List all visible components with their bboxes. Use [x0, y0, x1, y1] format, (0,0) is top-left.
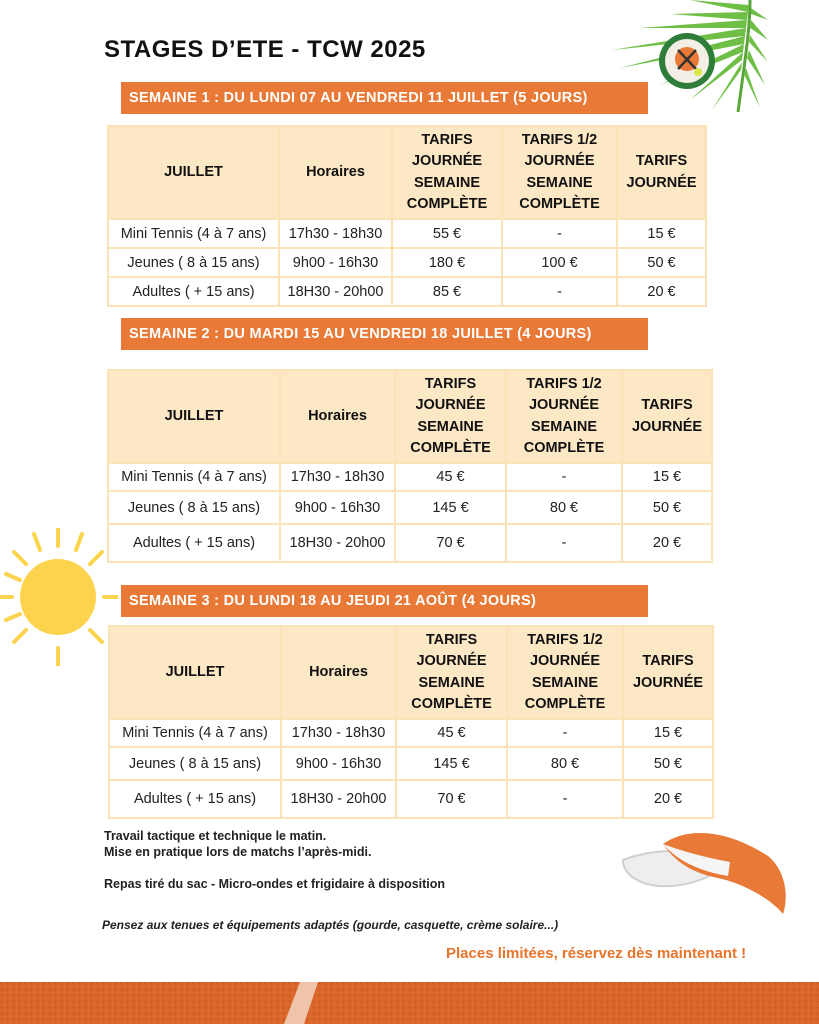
table-cell: 145 €: [396, 747, 507, 780]
table-row: [109, 780, 713, 818]
table-cell: 85 €: [392, 277, 502, 306]
column-header: TARIFS JOURNÉE SEMAINE COMPLÈTE: [392, 126, 502, 219]
table-cell: 20 €: [617, 277, 706, 306]
table-cell: 50 €: [617, 248, 706, 277]
clay-court-icon: [0, 982, 819, 1024]
week-2-banner: SEMAINE 2 : DU MARDI 15 AU VENDREDI 18 JUILLET (4 JOURS): [121, 318, 648, 350]
table-cell: 50 €: [622, 491, 712, 524]
table-cell: 9h00 - 16h30: [280, 491, 395, 524]
table-cell: Jeunes ( 8 à 15 ans): [108, 248, 279, 277]
table-row: [108, 491, 712, 524]
table-cell: 17h30 - 18h30: [279, 219, 392, 248]
column-header: JUILLET: [108, 126, 279, 219]
table-cell: 18H30 - 20h00: [281, 780, 396, 818]
table-cell: -: [507, 719, 623, 747]
table-row: [108, 248, 706, 277]
table-cell: 70 €: [395, 524, 506, 562]
column-header: TARIFS JOURNÉE SEMAINE COMPLÈTE: [396, 626, 507, 719]
table-cell: 55 €: [392, 219, 502, 248]
table-cell: 18H30 - 20h00: [280, 524, 395, 562]
table-cell: 180 €: [392, 248, 502, 277]
equipment-advice: Pensez aux tenues et équipements adaptés (gourde, casquette, crème solaire...): [102, 918, 559, 932]
table-cell: 100 €: [502, 248, 617, 277]
column-header: JUILLET: [108, 370, 280, 463]
week-1-banner: SEMAINE 1 : DU LUNDI 07 AU VENDREDI 11 JUILLET (5 JOURS): [121, 82, 648, 114]
column-header: Horaires: [279, 126, 392, 219]
table-cell: Adultes ( + 15 ans): [108, 277, 279, 306]
column-header: Horaires: [281, 626, 396, 719]
table-cell: Mini Tennis (4 à 7 ans): [108, 219, 279, 248]
note-line: Repas tiré du sac - Micro-ondes et frigidaire à disposition: [104, 877, 446, 891]
table-cell: -: [507, 780, 623, 818]
table-row: [108, 463, 712, 491]
table-cell: 20 €: [622, 524, 712, 562]
table-row: [108, 219, 706, 248]
column-header: Horaires: [280, 370, 395, 463]
table-row: [108, 524, 712, 562]
table-cell: -: [506, 463, 622, 491]
table-cell: 15 €: [622, 463, 712, 491]
table-cell: 45 €: [396, 719, 507, 747]
column-header: TARIFS JOURNÉE: [623, 626, 713, 719]
week-3-banner: SEMAINE 3 : DU LUNDI 18 AU JEUDI 21 AOÛT (4 JOURS): [121, 585, 648, 617]
table-cell: 70 €: [396, 780, 507, 818]
column-header: TARIFS 1/2 JOURNÉE SEMAINE COMPLÈTE: [506, 370, 622, 463]
table-cell: 80 €: [507, 747, 623, 780]
table-cell: 45 €: [395, 463, 506, 491]
table-cell: 15 €: [623, 719, 713, 747]
table-row: [109, 719, 713, 747]
note-line: Travail tactique et technique le matin.: [104, 829, 327, 843]
week-3-price-table: [108, 625, 714, 819]
table-cell: Adultes ( + 15 ans): [108, 524, 280, 562]
club-logo-icon: [658, 32, 716, 90]
table-cell: 80 €: [506, 491, 622, 524]
table-cell: -: [502, 277, 617, 306]
table-row: [109, 747, 713, 780]
table-cell: -: [506, 524, 622, 562]
table-cell: Jeunes ( 8 à 15 ans): [109, 747, 281, 780]
visor-cap-icon: [618, 826, 792, 916]
table-cell: Mini Tennis (4 à 7 ans): [108, 463, 280, 491]
page-title: STAGES D’ETE - TCW 2025: [104, 36, 426, 63]
table-cell: Adultes ( + 15 ans): [109, 780, 281, 818]
table-row: [108, 277, 706, 306]
column-header: TARIFS JOURNÉE SEMAINE COMPLÈTE: [395, 370, 506, 463]
table-cell: 20 €: [623, 780, 713, 818]
column-header: TARIFS JOURNÉE: [622, 370, 712, 463]
table-cell: Jeunes ( 8 à 15 ans): [108, 491, 280, 524]
table-cell: Mini Tennis (4 à 7 ans): [109, 719, 281, 747]
note-line: Mise en pratique lors de matchs l’après-midi.: [104, 845, 372, 859]
column-header: JUILLET: [109, 626, 281, 719]
column-header: TARIFS 1/2 JOURNÉE SEMAINE COMPLÈTE: [507, 626, 623, 719]
week-1-price-table: [107, 125, 707, 307]
table-cell: 17h30 - 18h30: [281, 719, 396, 747]
sun-icon: [0, 528, 118, 666]
column-header: TARIFS JOURNÉE: [617, 126, 706, 219]
week-2-price-table: [107, 369, 713, 563]
info-notes: [104, 828, 445, 892]
table-cell: 50 €: [623, 747, 713, 780]
table-cell: -: [502, 219, 617, 248]
table-cell: 145 €: [395, 491, 506, 524]
table-cell: 9h00 - 16h30: [279, 248, 392, 277]
table-cell: 17h30 - 18h30: [280, 463, 395, 491]
column-header: TARIFS 1/2 JOURNÉE SEMAINE COMPLÈTE: [502, 126, 617, 219]
table-cell: 18H30 - 20h00: [279, 277, 392, 306]
call-to-action: Places limitées, réservez dès maintenant !: [446, 945, 747, 962]
table-cell: 15 €: [617, 219, 706, 248]
table-cell: 9h00 - 16h30: [281, 747, 396, 780]
